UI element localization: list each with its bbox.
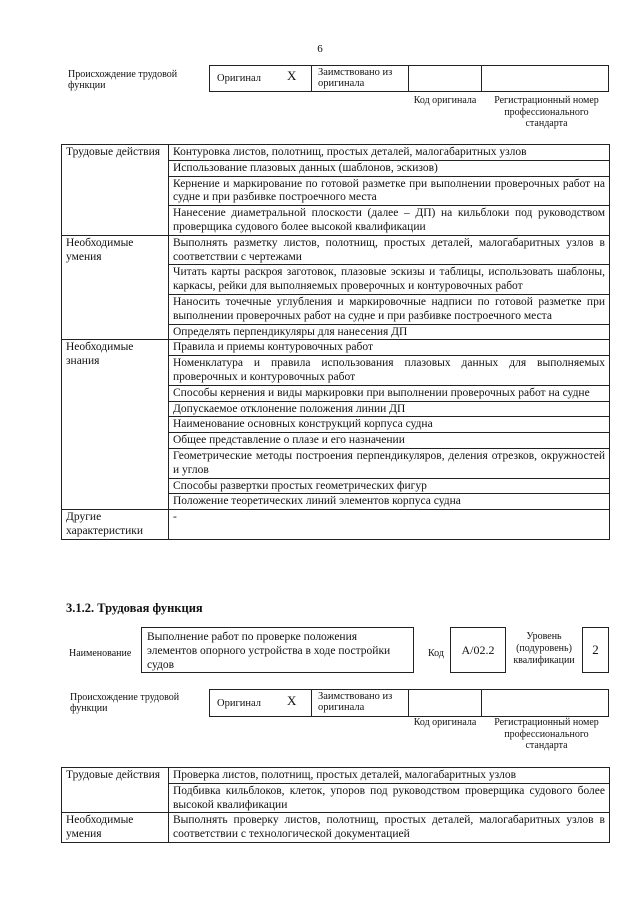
code-original-cell bbox=[408, 65, 482, 92]
skill-item: Выполнять проверку листов, полотнищ, простых деталей, малогабаритных узлов в соответствии с технологической документацией bbox=[169, 813, 610, 843]
actions-label: Трудовые действия bbox=[62, 145, 169, 236]
borrowed-label: Заимствовано из оригинала bbox=[318, 691, 393, 713]
code-original-label: Код оригинала bbox=[413, 717, 477, 728]
page-number: 6 bbox=[317, 43, 323, 55]
skills-label: Необходимые умения bbox=[62, 813, 169, 843]
other-label: Другие характеристики bbox=[62, 510, 169, 540]
original-label: Оригинал bbox=[217, 698, 261, 709]
original-label: Оригинал bbox=[217, 73, 261, 84]
knowledge-item: Геометрические методы построения перпендикуляров, деления отрезков, окружностей и углов bbox=[169, 448, 610, 478]
knowledge-item: Номенклатура и правила использования плазовых данных для выполняемых проверочных и контуровочных работ bbox=[169, 356, 610, 386]
knowledge-item: Правила и приемы контуровочных работ bbox=[169, 340, 610, 356]
knowledge-item: Общее представление о плазе и его назначении bbox=[169, 433, 610, 449]
origin-label: Происхождение трудовой функции bbox=[70, 692, 180, 714]
action-item: Подбивка кильблоков, клеток, упоров под руководством проверщика судового более высокой квалификации bbox=[169, 783, 610, 813]
actions-label: Трудовые действия bbox=[62, 768, 169, 813]
original-mark: X bbox=[287, 68, 297, 83]
knowledge-item: Допускаемое отклонение положения линии ДП bbox=[169, 401, 610, 417]
code-original-label: Код оригинала bbox=[413, 95, 477, 106]
reg-number-label: Регистрационный номер профессионального стандарта bbox=[494, 717, 599, 751]
labor-function-table-2 bbox=[61, 767, 610, 843]
action-item: Нанесение диаметральной плоскости (далее – ДП) на кильблоки под руководством проверщика судового более высокой квалификации bbox=[169, 206, 610, 236]
name-label: Наименование bbox=[69, 648, 132, 659]
labor-function-table-1 bbox=[61, 144, 610, 540]
section-title: 3.1.2. Трудовая функция bbox=[66, 601, 203, 615]
code-value: А/02.2 bbox=[461, 643, 495, 657]
knowledge-item: Способы развертки простых геометрических фигур bbox=[169, 478, 610, 494]
other-value: - bbox=[169, 510, 610, 540]
origin-label: Происхождение трудовой функции bbox=[68, 69, 178, 91]
action-item: Контуровка листов, полотнищ, простых деталей, малогабаритных узлов bbox=[169, 145, 610, 161]
action-item: Кернение и маркирование по готовой разметке при выполнении проверочных работ на судне и при разбивке построечного места bbox=[169, 176, 610, 206]
knowledge-item: Положение теоретических линий элементов корпуса судна bbox=[169, 494, 610, 510]
name-value: Выполнение работ по проверке положения элементов опорного устройства в ходе постройки судов bbox=[147, 631, 391, 671]
level-label: Уровень (подуровень) квалификации bbox=[513, 631, 575, 666]
reg-number-cell bbox=[481, 65, 609, 92]
reg-number-cell bbox=[481, 689, 609, 717]
reg-number-label: Регистрационный номер профессионального стандарта bbox=[494, 95, 599, 129]
skill-item: Читать карты раскроя заготовок, плазовые эскизы и таблицы, использовать шаблоны, каркасы, рейки для выполняемых проверочных и контуровочных работ bbox=[169, 265, 610, 295]
skills-label: Необходимые умения bbox=[62, 235, 169, 340]
code-original-cell bbox=[408, 689, 482, 717]
knowledge-item: Способы кернения и виды маркировки при выполнении проверочных работ на судне bbox=[169, 385, 610, 401]
skill-item: Выполнять разметку листов, полотнищ, простых деталей, малогабаритных узлов в соответствии с чертежами bbox=[169, 235, 610, 265]
skill-item: Определять перпендикуляры для нанесения ДП bbox=[169, 324, 610, 340]
skill-item: Наносить точечные углубления и маркировочные надписи по готовой разметке при выполнении проверочных работ на судне и при разбивке построечного места bbox=[169, 294, 610, 324]
original-mark: X bbox=[287, 693, 297, 708]
borrowed-label: Заимствовано из оригинала bbox=[318, 67, 393, 89]
level-value: 2 bbox=[592, 642, 599, 657]
knowledge-label: Необходимые знания bbox=[62, 340, 169, 510]
knowledge-item: Наименование основных конструкций корпуса судна bbox=[169, 417, 610, 433]
action-item: Проверка листов, полотнищ, простых деталей, малогабаритных узлов bbox=[169, 768, 610, 784]
code-label: Код bbox=[428, 648, 444, 659]
action-item: Использование плазовых данных (шаблонов, эскизов) bbox=[169, 160, 610, 176]
